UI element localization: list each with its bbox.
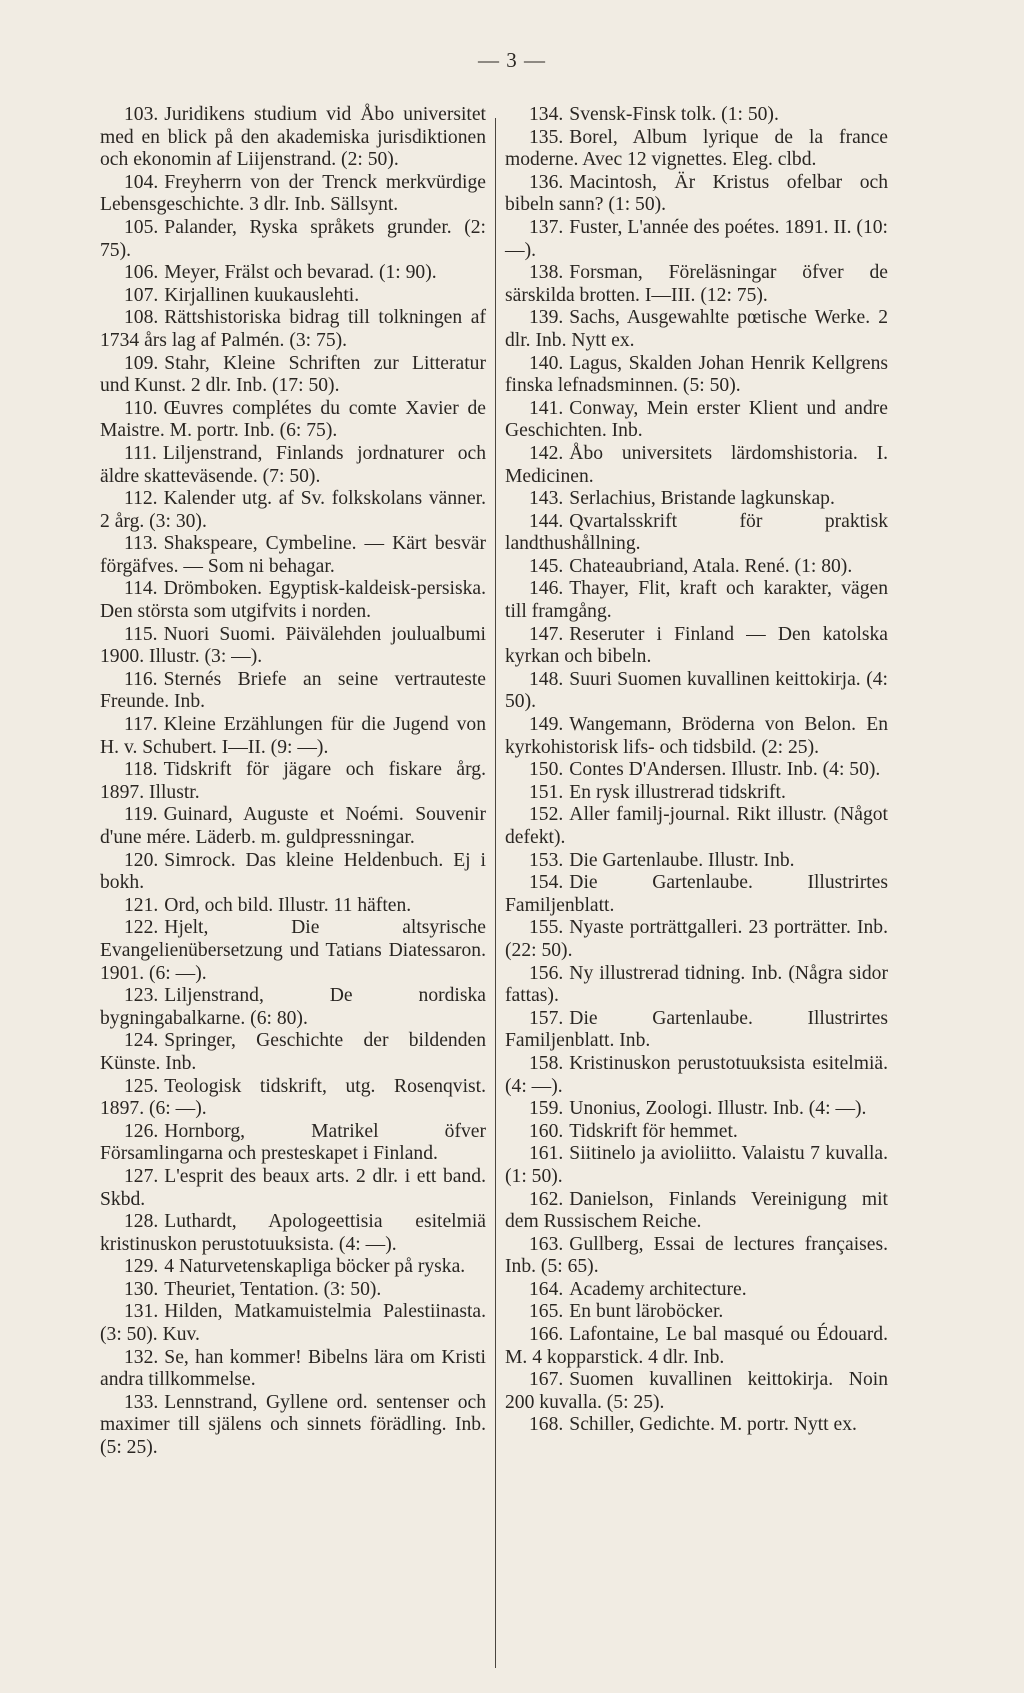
entry-number: 132. [124,1346,159,1368]
entry-text: Chateaubriand, Atala. René. (1: 80). [569,555,853,577]
entry-text: Svensk-Finsk tolk. (1: 50). [569,104,779,125]
entry-text: Siitinelo ja avioliitto. Valaistu 7 kuvalla. (1: 50). [505,1143,888,1187]
catalog-entry [505,511,888,556]
entry-text: Forsman, Föreläsningar öfver de särskilda brotten. I—III. (12: 75). [505,262,888,306]
entry-text: Thayer, Flit, kraft och karakter, vägen till framgång. [505,578,888,623]
entry-text: Aller familj-journal. Rikt illustr. (Något defekt). [505,804,888,848]
entry-text: Wangemann, Bröderna von Belon. En kyrkohistorisk lifs- och tidsbild. (2: 25). [505,714,888,758]
catalog-entry [505,443,888,488]
entry-number: 161. [529,1143,564,1165]
entry-text: En rysk illustrerad tidskrift. [569,781,786,803]
entry-number: 127. [124,1165,159,1187]
catalog-entry [100,1347,486,1392]
catalog-entry [505,307,888,352]
left-column [100,104,486,1460]
entry-text: Sachs, Ausgewahlte pœtische Werke. 2 dlr. Inb. Nytt ex. [505,307,888,351]
catalog-entry [505,1369,888,1414]
entry-number: 157. [529,1007,564,1029]
catalog-entry [100,443,486,488]
entry-number: 130. [124,1278,159,1300]
catalog-entry [505,217,888,262]
entry-number: 140. [529,352,564,374]
entry-number: 104. [124,171,159,193]
catalog-entry [100,985,486,1030]
entry-number: 160. [529,1120,564,1142]
catalog-entry [505,1008,888,1053]
catalog-entry [505,1324,888,1369]
entry-text: Ny illustrerad tidning. Inb. (Några sidor fattas). [505,962,888,1007]
entry-number: 158. [529,1052,564,1074]
entry-text: Fuster, L'année des poétes. 1891. II. (10: —). [505,216,888,261]
entry-text: Reseruter i Finland — Den katolska kyrkan och bibeln. [505,623,888,668]
entry-text: Tidskrift för hemmet. [569,1120,738,1142]
entry-number: 123. [124,985,159,1007]
entry-number: 141. [529,397,564,419]
entry-number: 137. [529,216,564,238]
entry-number: 138. [529,262,564,284]
catalog-entry [100,488,486,533]
catalog-entry [505,1279,888,1302]
entry-number: 143. [529,488,564,510]
catalog-entry [100,1392,486,1460]
entry-number: 144. [529,510,564,532]
catalog-entry [100,285,486,308]
catalog-entry [505,398,888,443]
catalog-entry [505,1189,888,1234]
catalog-entry [100,217,486,262]
entry-text: Åbo universitets lärdomshistoria. I. Medicinen. [505,442,888,487]
catalog-entry [100,804,486,849]
entry-text: Juridikens studium vid Åbo universitet med en blick på den akademiska jurisdiktionen och ekonomin af Liijenstrand. (2: 50). [100,104,486,171]
entry-text: Nuori Suomi. Päivälehden joulualbumi 1900. Illustr. (3: —). [100,623,486,668]
entry-number: 125. [124,1075,159,1097]
entry-number: 105. [124,216,159,238]
catalog-entry [100,895,486,918]
entry-text: Qvartalsskrift för praktisk landthushållning. [505,510,888,555]
entry-text: Shakspeare, Cymbeline. — Kärt besvär förgäfves. — Som ni behagar. [100,533,486,577]
catalog-entry [505,1121,888,1144]
entry-text: Die Gartenlaube. Illustrirtes Familjenblatt. [505,872,888,916]
entry-number: 121. [124,894,159,916]
catalog-entry [100,353,486,398]
entry-number: 129. [124,1256,159,1278]
entry-number: 134. [529,104,564,125]
catalog-entry [505,804,888,849]
entry-number: 128. [124,1211,159,1233]
catalog-entry [505,1301,888,1324]
entry-number: 147. [529,623,564,645]
entry-number: 110. [124,397,158,419]
page-number: — 3 — [478,48,546,72]
entry-text: 4 Naturvetenskapliga böcker på ryska. [164,1256,466,1278]
right-column [505,104,888,1437]
entry-text: Drömboken. Egyptisk-kaldeisk-persiska. Den största som utgifvits i norden. [100,578,486,623]
entry-number: 146. [529,578,564,600]
entry-number: 113. [124,533,158,555]
catalog-entry [100,1166,486,1211]
entry-number: 133. [124,1391,159,1413]
catalog-entry [505,669,888,714]
catalog-entry [100,669,486,714]
entry-text: Kalender utg. af Sv. folkskolans vänner. 2 årg. (3: 30). [100,488,486,532]
catalog-entry [100,104,486,172]
catalog-entry [505,127,888,172]
entry-number: 131. [124,1301,159,1323]
entry-number: 149. [529,714,564,736]
catalog-entry [505,714,888,759]
catalog-entry [505,850,888,873]
entry-text: En bunt läroböcker. [569,1301,724,1323]
entry-text: Hilden, Matkamuistelmia Palestiinasta. (3: 50). Kuv. [100,1301,486,1346]
entry-number: 168. [529,1414,564,1436]
catalog-entry [505,1234,888,1279]
entry-text: Theuriet, Tentation. (3: 50). [164,1278,382,1300]
entry-number: 119. [124,804,158,826]
catalog-entry [505,1414,888,1437]
entry-text: Freyherrn von der Trenck merkvürdige Lebensgeschichte. 3 dlr. Inb. Sällsynt. [100,171,486,216]
catalog-entry [100,714,486,759]
entry-number: 151. [529,781,564,803]
entry-number: 145. [529,555,564,577]
catalog-entry [505,782,888,805]
catalog-entry [505,104,888,127]
catalog-entry [100,1256,486,1279]
catalog-entry [505,624,888,669]
entry-text: Lafontaine, Le bal masqué ou Édouard. M. 4 kopparstick. 4 dlr. Inb. [505,1324,888,1368]
catalog-entry [505,578,888,623]
entry-number: 117. [124,714,158,736]
catalog-entry [505,872,888,917]
catalog-entry [100,1301,486,1346]
entry-number: 118. [124,759,158,781]
catalog-entry [505,1143,888,1188]
entry-number: 116. [124,668,158,690]
entry-text: Kleine Erzählungen für die Jugend von H. v. Schubert. I—II. (9: —). [100,714,486,758]
entry-number: 135. [529,126,564,148]
catalog-entry [100,1076,486,1121]
catalog-entry [505,172,888,217]
entry-text: Macintosh, Är Kristus ofelbar och bibeln sann? (1: 50). [505,171,888,216]
entry-text: Nyaste porträttgalleri. 23 porträtter. Inb. (22: 50). [505,917,888,961]
entry-number: 136. [529,171,564,193]
entry-text: Palander, Ryska språkets grunder. (2: 75). [100,216,486,261]
entry-number: 114. [124,578,158,600]
entry-text: Lagus, Skalden Johan Henrik Kellgrens finska lefnadsminnen. (5: 50). [505,352,888,397]
catalog-entry [505,556,888,579]
entry-text: Luthardt, Apologeettisia esitelmiä kristinuskon perustotuuksista. (4: —). [100,1211,486,1255]
entry-text: Hornborg, Matrikel öfver Församlingarna och presteskapet i Finland. [100,1120,486,1165]
entry-number: 120. [124,849,159,871]
catalog-entry [505,353,888,398]
entry-number: 111. [124,442,157,464]
entry-number: 109. [124,352,159,374]
entry-text: Borel, Album lyrique de la france moderne. Avec 12 vignettes. Eleg. clbd. [505,126,888,171]
catalog-entry [100,533,486,578]
entry-text: Suuri Suomen kuvallinen keittokirja. (4: 50). [505,668,888,713]
entry-number: 103. [124,104,159,125]
catalog-entry [100,850,486,895]
catalog-entry [100,1121,486,1166]
entry-text: Meyer, Frälst och bevarad. (1: 90). [164,262,437,284]
entry-text: Danielson, Finlands Vereinigung mit dem Russischem Reiche. [505,1188,888,1233]
entry-number: 139. [529,307,564,329]
entry-number: 108. [124,307,159,329]
entry-number: 164. [529,1278,564,1300]
entry-text: Suomen kuvallinen keittokirja. Noin 200 kuvalla. (5: 25). [505,1369,888,1413]
entry-text: Stahr, Kleine Schriften zur Litteratur und Kunst. 2 dlr. Inb. (17: 50). [100,352,486,397]
entry-text: Die Gartenlaube. Illustr. Inb. [569,849,795,871]
entry-number: 155. [529,917,564,939]
catalog-entry [100,759,486,804]
entry-text: Kristinuskon perustotuuksista esitelmiä. (4: —). [505,1052,888,1097]
entry-text: Liljenstrand, Finlands jordnaturer och äldre skatteväsende. (7: 50). [100,442,486,487]
entry-text: Liljenstrand, De nordiska bygningabalkarne. (6: 80). [100,985,486,1029]
entry-number: 162. [529,1188,564,1210]
catalog-entry [100,917,486,985]
entry-text: Conway, Mein erster Klient und andre Geschichten. Inb. [505,397,888,442]
entry-number: 142. [529,442,564,464]
catalog-entry [505,917,888,962]
catalog-entry [100,262,486,285]
catalog-entry [505,262,888,307]
entry-text: Academy architecture. [569,1278,747,1300]
catalog-entry [505,1053,888,1098]
entry-text: Ord, och bild. Illustr. 11 häften. [164,894,412,916]
entry-text: Se, han kommer! Bibelns lära om Kristi andra tillkommelse. [100,1346,486,1391]
entry-text: Sternés Briefe an seine vertrauteste Freunde. Inb. [100,668,486,713]
entry-number: 166. [529,1324,564,1346]
catalog-entry [100,172,486,217]
entry-number: 167. [529,1369,564,1391]
entry-text: Tidskrift för jägare och fiskare årg. 1897. Illustr. [100,759,486,803]
catalog-entry [100,307,486,352]
entry-number: 124. [124,1030,159,1052]
entry-number: 115. [124,623,158,645]
entry-number: 150. [529,759,564,781]
catalog-entry [100,398,486,443]
entry-text: Guinard, Auguste et Noémi. Souvenir d'une mére. Läderb. m. guldpressningar. [100,804,486,848]
catalog-entry [505,963,888,1008]
entry-text: Contes D'Andersen. Illustr. Inb. (4: 50). [569,759,881,781]
column-divider [495,118,496,1668]
entry-number: 126. [124,1120,159,1142]
entry-number: 106. [124,262,159,284]
catalog-entry [505,759,888,782]
entry-number: 154. [529,872,564,894]
entry-number: 152. [529,804,564,826]
entry-number: 165. [529,1301,564,1323]
entry-text: Œuvres complétes du comte Xavier de Maistre. M. portr. Inb. (6: 75). [100,397,486,442]
catalog-entry [100,1030,486,1075]
catalog-entry [505,488,888,511]
entry-text: Serlachius, Bristande lagkunskap. [569,488,835,510]
entry-text: Schiller, Gedichte. M. portr. Nytt ex. [569,1414,857,1436]
entry-number: 153. [529,849,564,871]
catalog-entry [100,1211,486,1256]
entry-number: 107. [124,284,159,306]
entry-text: Kirjallinen kuukauslehti. [164,284,360,306]
entry-text: Hjelt, Die altsyrische Evangelienübersetzung und Tatians Diatessaron. 1901. (6: —). [100,917,486,984]
entry-text: Lennstrand, Gyllene ord. sentenser och maximer till själens och sinnets förädling. Inb. (5: 25). [100,1391,486,1459]
entry-number: 159. [529,1098,564,1120]
entry-text: Die Gartenlaube. Illustrirtes Familjenblatt. Inb. [505,1007,888,1052]
entry-number: 122. [124,917,159,939]
entry-number: 163. [529,1233,564,1255]
catalog-entry [505,1098,888,1121]
catalog-entry [100,624,486,669]
entry-text: Teologisk tidskrift, utg. Rosenqvist. 1897. (6: —). [100,1075,486,1120]
entry-number: 156. [529,962,564,984]
catalog-entry [100,578,486,623]
entry-text: Rättshistoriska bidrag till tolkningen af 1734 års lag af Palmén. (3: 75). [100,307,486,351]
entry-number: 148. [529,668,564,690]
entry-text: Simrock. Das kleine Heldenbuch. Ej i bokh. [100,849,486,894]
entry-text: Gullberg, Essai de lectures françaises. Inb. (5: 65). [505,1233,888,1278]
catalog-entry [100,1279,486,1302]
entry-text: Unonius, Zoologi. Illustr. Inb. (4: —). [569,1098,867,1120]
entry-text: L'esprit des beaux arts. 2 dlr. i ett band. Skbd. [100,1165,486,1210]
entry-number: 112. [124,488,158,510]
entry-text: Springer, Geschichte der bildenden Künste. Inb. [100,1030,486,1074]
